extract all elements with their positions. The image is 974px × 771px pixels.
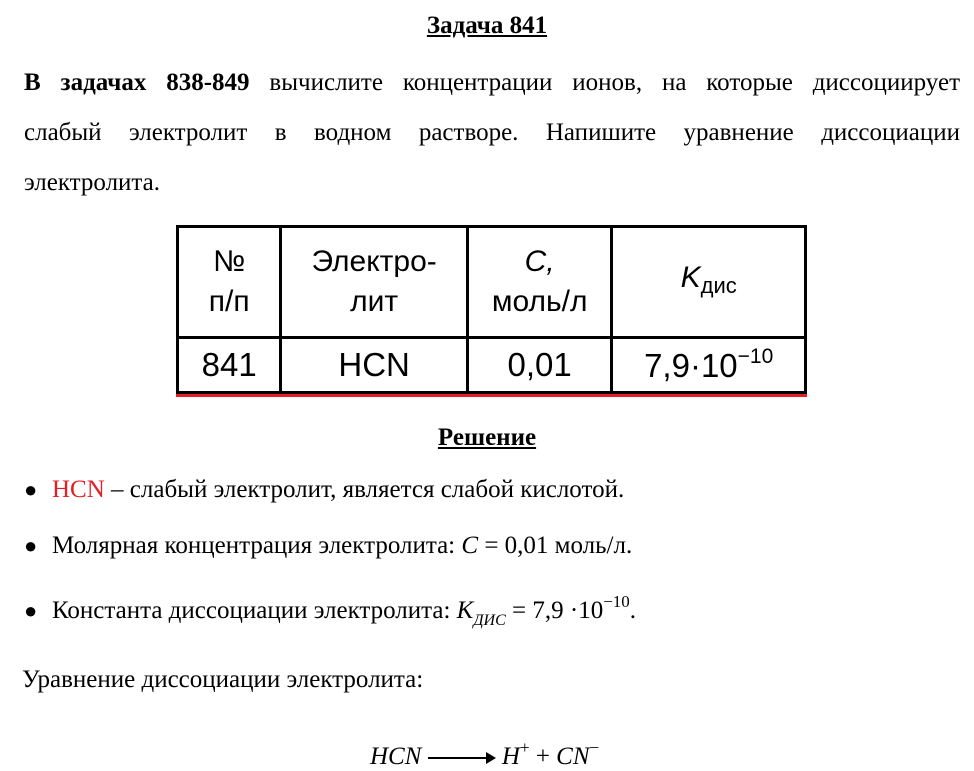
red-underline <box>176 394 807 397</box>
cell-concentration: 0,01 <box>467 338 611 393</box>
bullet-icon: ● <box>24 598 38 623</box>
bullet-item-1: ● HCN – слабый электролит, является слабой кислотой. <box>24 476 625 503</box>
cell-electrolyte: HCN <box>281 338 468 393</box>
header-number: № п/п <box>178 227 281 338</box>
task-statement <box>24 58 960 208</box>
task-title: Задача 841 <box>426 12 548 39</box>
statement-line-2: слабый электролит в водном растворе. Напишите уравнение диссоциации <box>24 119 960 146</box>
task-range: В задачах 838-849 <box>24 69 250 96</box>
data-table <box>176 225 807 394</box>
table-row <box>178 338 806 393</box>
arrow-right-icon <box>428 751 496 765</box>
header-concentration: C, моль/л <box>467 227 611 338</box>
statement-line-3: электролита. <box>24 169 160 196</box>
cell-number: 841 <box>178 338 281 393</box>
bullet-item-2: ● Молярная концентрация электролита: C = 0,01 моль/л. <box>24 532 633 559</box>
bullet-item-3: ● Константа диссоциации электролита: $K_{ДИС} = 7,9 \cdot 10^{-10}$. <box>24 592 637 629</box>
header-kdis: $K_{дис}$ <box>612 227 806 338</box>
header-electrolyte: Электро- лит <box>281 227 468 338</box>
dissociation-equation: HCN H+ + CN− <box>370 738 600 770</box>
equation-label: Уравнение диссоциации электролита: <box>22 666 424 693</box>
cell-kdis: $7,9\cdot 10^{-10}$ <box>612 338 806 393</box>
hcn-highlight: HCN <box>52 476 105 503</box>
bullet-icon: ● <box>24 533 38 558</box>
statement-line-1: вычислите концентрации ионов, на которые диссоциирует <box>249 69 960 96</box>
bullet-icon: ● <box>24 477 38 502</box>
table-header-row <box>178 227 806 338</box>
solution-title: Решение <box>437 424 537 451</box>
